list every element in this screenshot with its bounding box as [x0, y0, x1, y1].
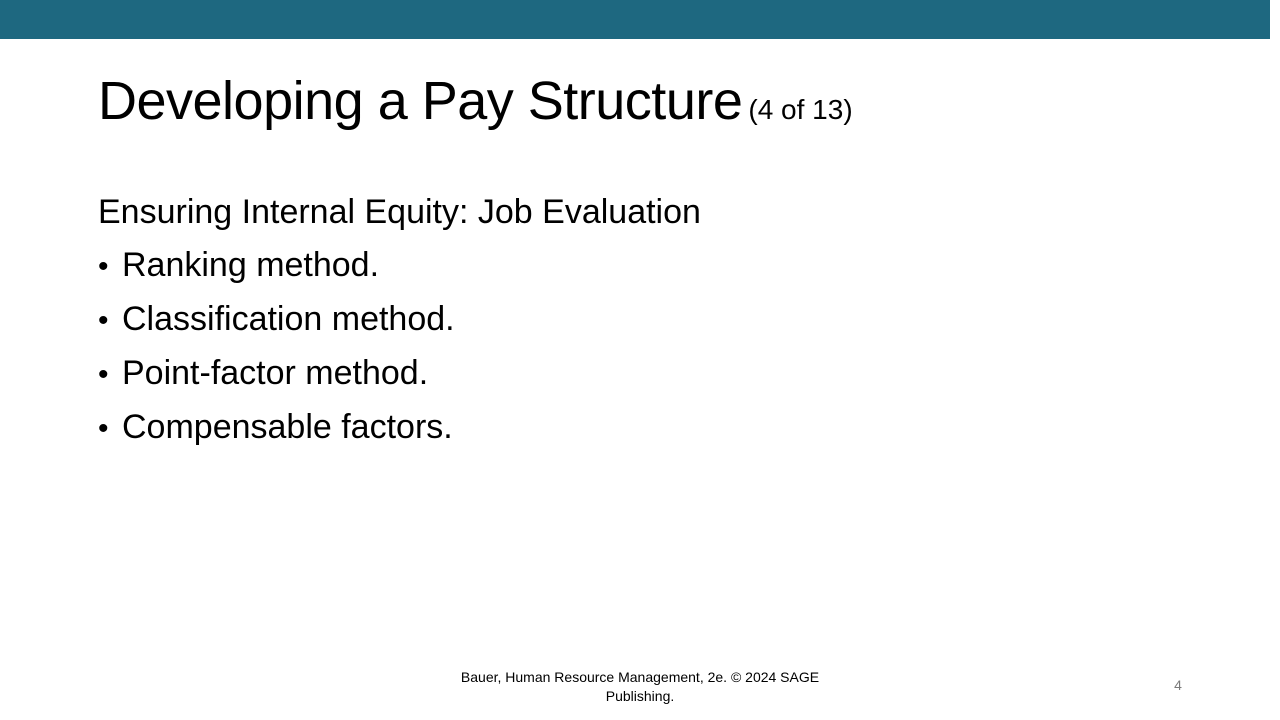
bullet-icon: • [98, 358, 109, 391]
list-item [98, 248, 455, 302]
page-title [98, 71, 853, 131]
citation-line-1: Bauer, Human Resource Management, 2e. © 2024 SAGE [460, 669, 820, 685]
list-item [98, 410, 455, 464]
bullet-label: Point-factor method. [122, 354, 429, 392]
header-band [0, 0, 1270, 39]
title-suffix: (4 of 13) [748, 94, 853, 125]
footer-citation [440, 668, 840, 706]
bullet-label: Ranking method. [122, 246, 380, 284]
bullet-icon: • [98, 304, 109, 337]
list-item [98, 356, 455, 410]
page-number: 4 [1174, 677, 1182, 693]
list-item [98, 302, 455, 356]
bullet-label: Compensable factors. [122, 408, 453, 446]
bullet-label: Classification method. [122, 300, 455, 338]
citation-line-2: Publishing. [605, 688, 675, 704]
bullet-icon: • [98, 412, 109, 445]
title-text: Developing a Pay Structure [98, 71, 743, 131]
bullet-list [98, 248, 455, 464]
subheading: Ensuring Internal Equity: Job Evaluation [98, 193, 701, 231]
bullet-icon: • [98, 250, 109, 283]
